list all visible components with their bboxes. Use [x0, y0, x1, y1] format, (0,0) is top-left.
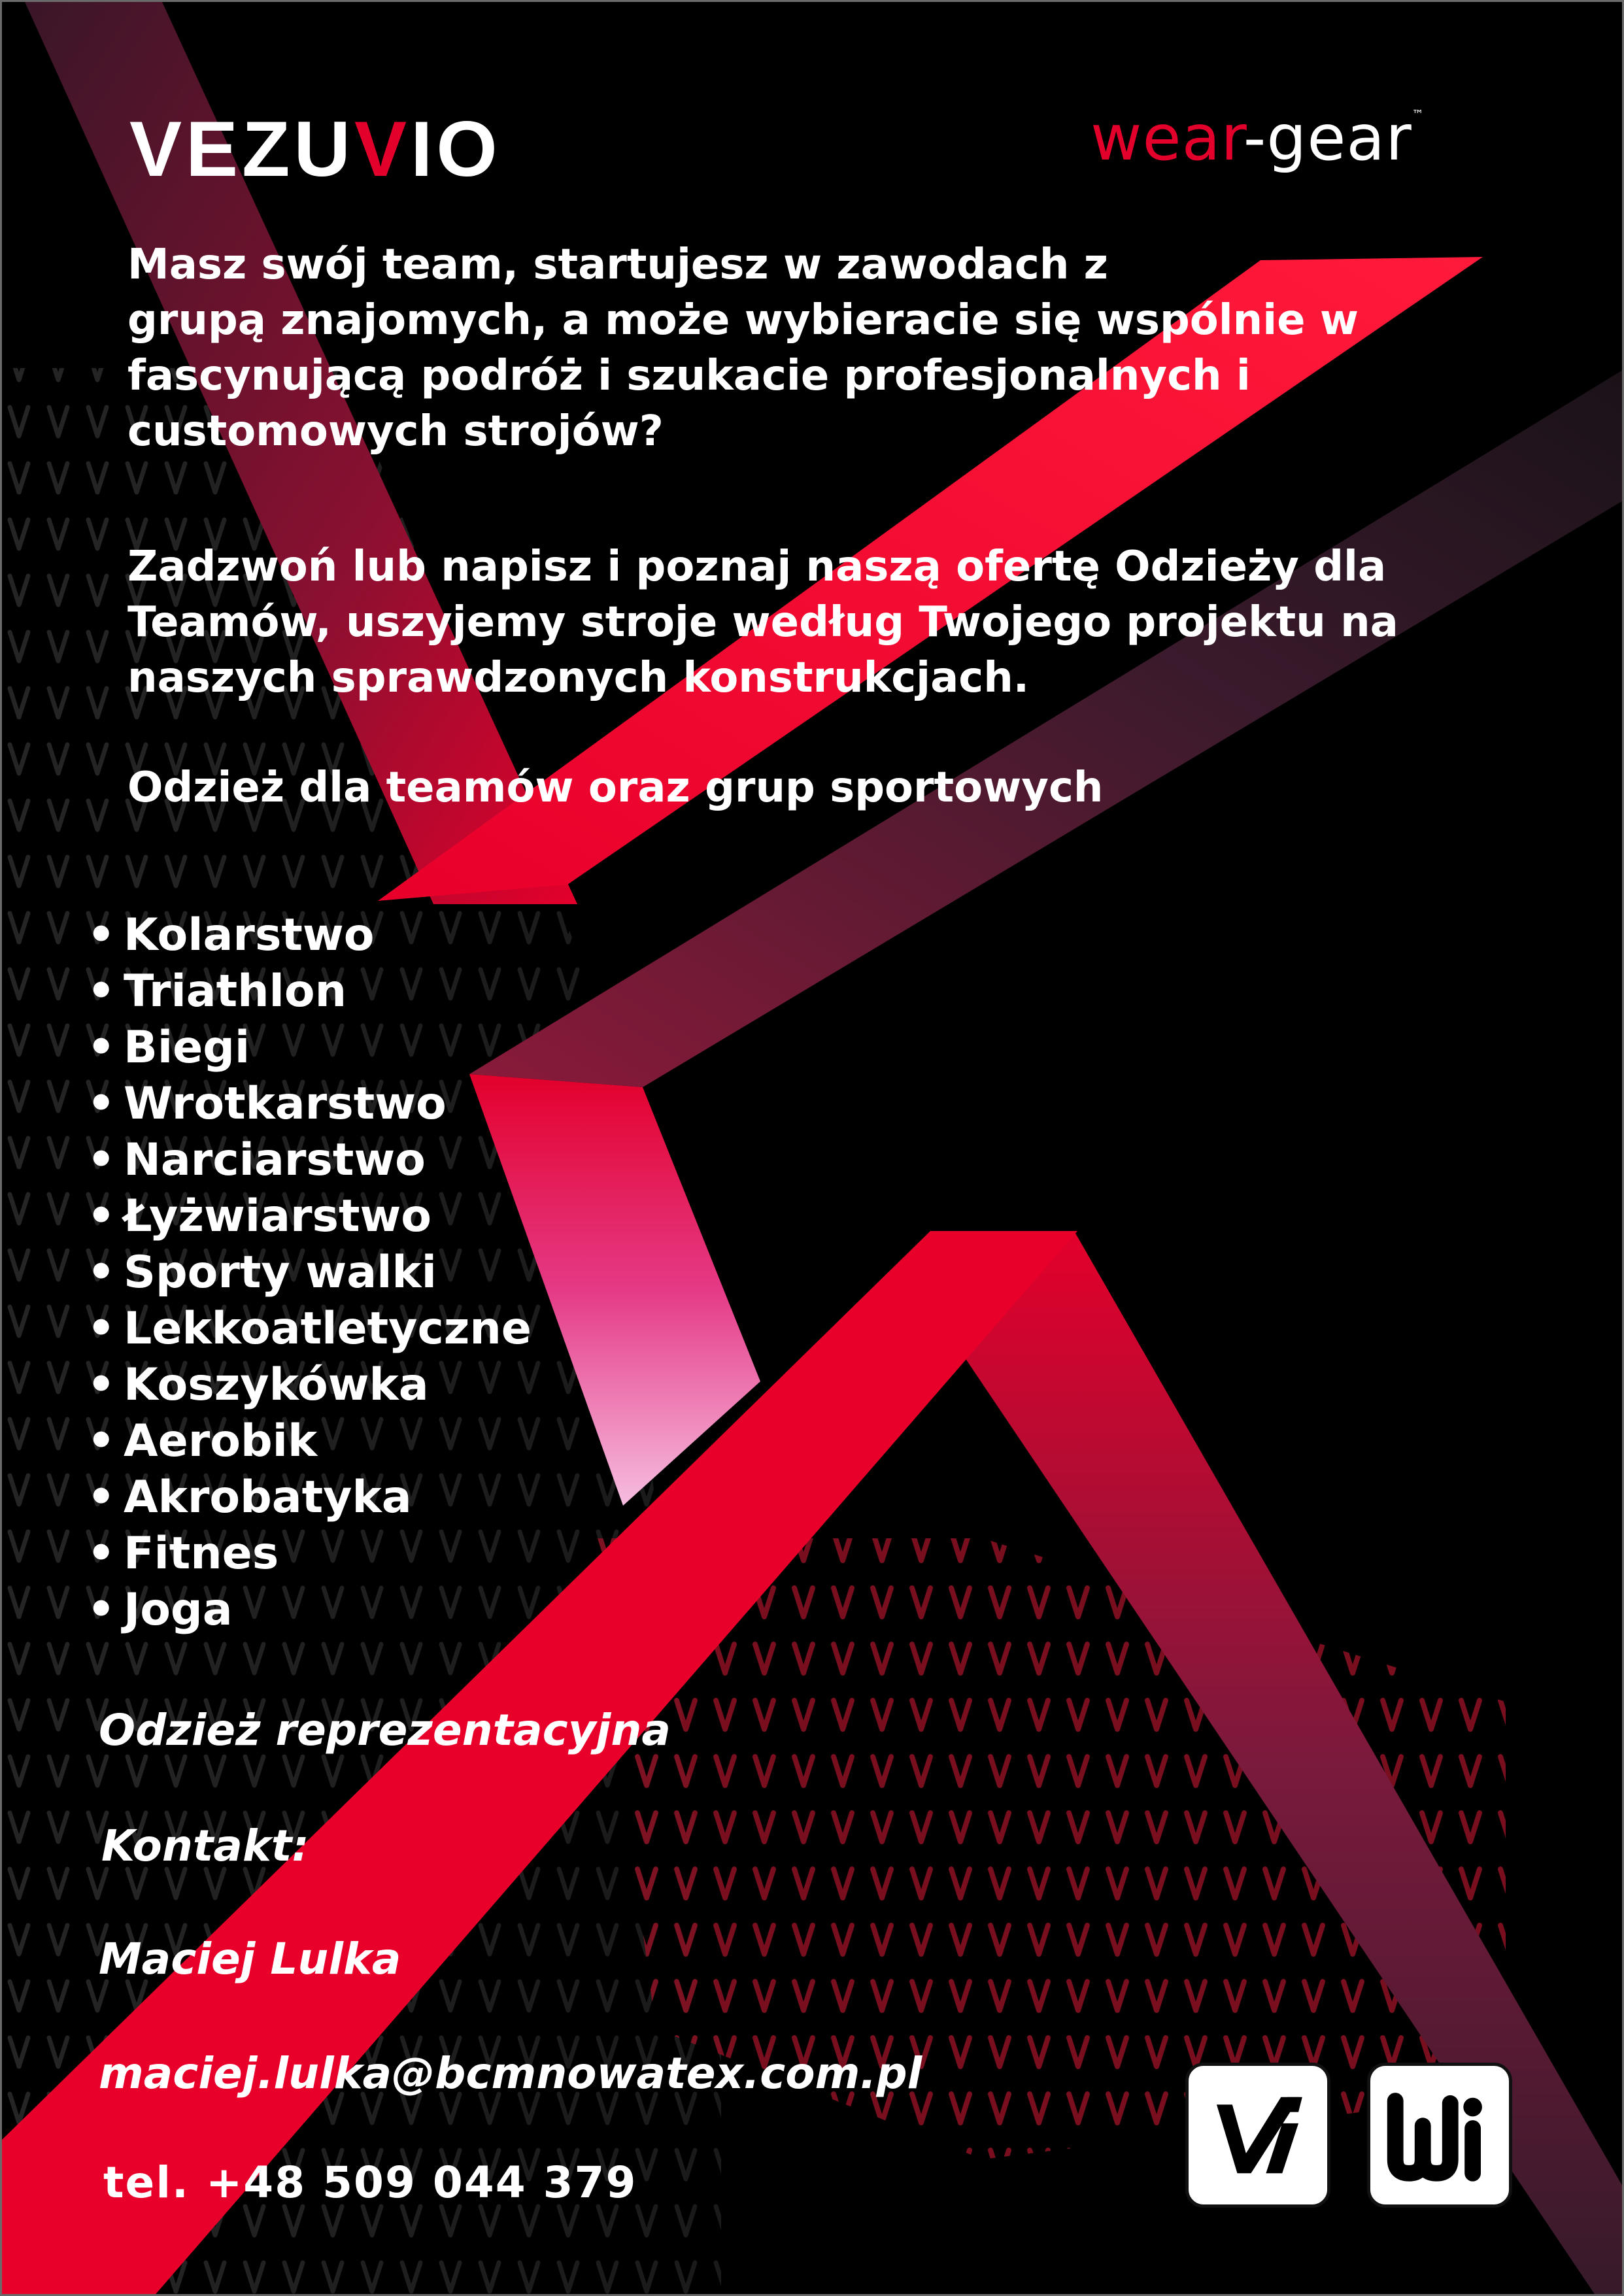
- vi-logo-icon: [1189, 2066, 1327, 2204]
- bullet-icon: •: [87, 1247, 116, 1298]
- sport-label: Narciarstwo: [124, 1134, 426, 1186]
- contact-phone: tel. +48 509 044 379: [103, 2157, 637, 2208]
- teams-heading: Odzież dla teamów oraz grup sportowych: [127, 764, 1104, 812]
- list-item: [87, 907, 532, 964]
- wear-gear-logo-part1: wear: [1091, 101, 1243, 175]
- list-item: [87, 1582, 532, 1638]
- representative-heading: Odzież reprezentacyjna: [99, 1705, 671, 1755]
- list-item: [87, 1413, 532, 1470]
- sport-label: Joga: [124, 1584, 233, 1636]
- list-item: [87, 1132, 532, 1189]
- vezuvio-logo: [129, 105, 501, 193]
- list-item: [87, 1301, 532, 1357]
- wear-gear-logo-part2: -gear: [1243, 101, 1412, 175]
- contact-name: Maciej Lulka: [99, 1934, 401, 1984]
- list-item: [87, 1245, 532, 1301]
- vezuvio-logo-accent: V: [354, 105, 411, 193]
- bullet-icon: •: [87, 1359, 116, 1411]
- list-item: [87, 1189, 532, 1245]
- bullet-icon: •: [87, 1078, 116, 1130]
- list-item: [87, 1020, 532, 1076]
- sport-label: Wrotkarstwo: [124, 1078, 447, 1130]
- bullet-icon: •: [87, 1415, 116, 1467]
- contact-label: Kontakt:: [101, 1821, 309, 1871]
- sport-label: Kolarstwo: [124, 909, 375, 961]
- wear-gear-logo: [1091, 101, 1425, 175]
- bullet-icon: •: [87, 1584, 116, 1636]
- wi-logo-icon: [1370, 2066, 1509, 2204]
- sport-label: Aerobik: [124, 1415, 318, 1467]
- bullet-icon: •: [87, 1472, 116, 1523]
- list-item: [87, 1076, 532, 1132]
- sport-label: Triathlon: [124, 966, 347, 1017]
- bullet-icon: •: [87, 1190, 116, 1242]
- sport-label: Fitnes: [124, 1528, 279, 1579]
- list-item: [87, 1470, 532, 1526]
- wi-logo-badge: [1367, 2063, 1512, 2208]
- bullet-icon: •: [87, 966, 116, 1017]
- offer-paragraph: Zadzwoń lub napisz i poznaj naszą ofertę Odzieży dla Teamów, uszyjemy stroje według Twojego projektu na naszych sprawdzonych konstrukcjach.: [127, 543, 1398, 702]
- sport-label: Łyżwiarstwo: [124, 1190, 432, 1242]
- trademark-mark: ™: [1412, 108, 1425, 122]
- sport-label: Lekkoatletyczne: [124, 1303, 532, 1355]
- vezuvio-logo-part2: IO: [411, 105, 501, 193]
- bullet-icon: •: [87, 1134, 116, 1186]
- bullet-icon: •: [87, 1303, 116, 1355]
- sport-label: Koszykówka: [124, 1359, 429, 1411]
- list-item: [87, 964, 532, 1020]
- sport-label: Biegi: [124, 1022, 250, 1073]
- sport-label: Akrobatyka: [124, 1472, 412, 1523]
- bullet-icon: •: [87, 1022, 116, 1073]
- sports-list: [87, 907, 532, 1638]
- bullet-icon: •: [87, 1528, 116, 1579]
- vezuvio-logo-part1: VEZU: [129, 105, 355, 193]
- vi-logo-badge: [1185, 2063, 1330, 2208]
- intro-paragraph: Masz swój team, startujesz w zawodach z grupą znajomych, a może wybieracie się wspólnie w fascynującą podróż i szukacie profesjonalnych i customowych strojów?: [127, 241, 1359, 456]
- list-item: [87, 1357, 532, 1413]
- list-item: [87, 1526, 532, 1582]
- contact-email: maciej.lulka@bcmnowatex.com.pl: [99, 2048, 922, 2099]
- bullet-icon: •: [87, 909, 116, 961]
- sport-label: Sporty walki: [124, 1247, 437, 1298]
